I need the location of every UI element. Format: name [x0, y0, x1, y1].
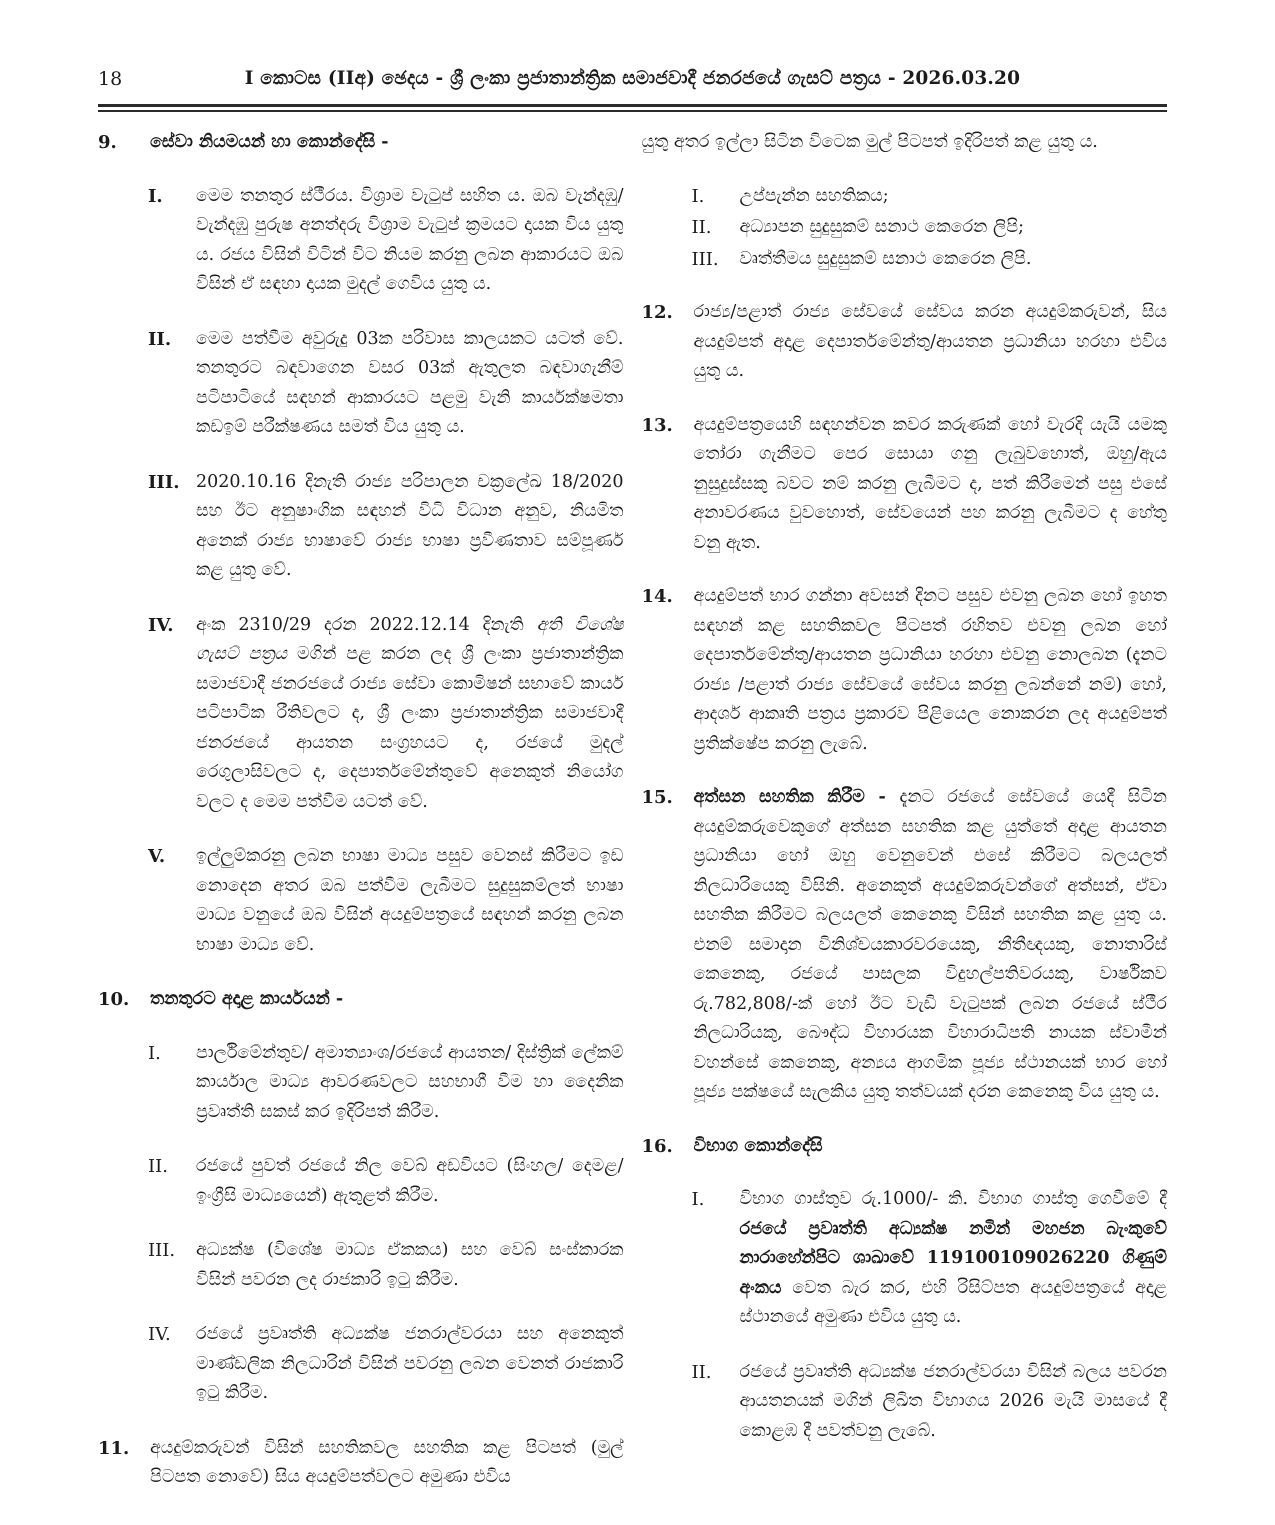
item-10-sub-2-label: II.: [148, 1156, 168, 1177]
item-9-sub-4: [98, 611, 624, 818]
left-column: [98, 128, 624, 1517]
item-9-sub-5-text: ඉල්ලුම්කරනු ලබන භාෂා මාධ්‍ය පසුව වෙනස් කිරීමට ඉඩ නොදෙන අතර ඔබ පත්වීම ලැබීමට සුදුසුකම්ලත් භාෂා මාධ්‍ය වනුයේ ඔබ විසින් අයදුම්පත්‍රයේ සඳහන් කරනු ලබන භාෂා මාධ්‍ය වේ.: [196, 846, 624, 955]
item-16-sub-2-text: රජයේ ප්‍රවෘත්ති අධ්‍යක්ෂ ජනරාල්වරයා විසින් බලය පවරන ආයතනයක් මගින් ලිඛිත විභාගය 2026 මැයි මාසයේ දී කොළඹ දී පවත්වනු ලැබේ.: [739, 1361, 1167, 1441]
item-16-sub-2: [642, 1358, 1168, 1447]
documents-list-item-3-label: III.: [691, 248, 719, 270]
item-9-sub-1-label: I.: [148, 185, 163, 207]
item-16-number: 16.: [641, 1135, 673, 1157]
item-11-row: [98, 1434, 624, 1493]
item-9-sub-4-text-after: මගින් පළ කරන ලද ශ්‍රී ලංකා ප්‍රජාතාන්ත්‍රික සමාජවාදී ජනරජයේ රාජ්‍ය සේවා කොමිෂන් සභාවේ කාර්ය පටිපාටික රීතිවලට ද, ශ්‍රී ලංකා ප්‍රජාතාන්ත්‍රික සමාජවාදී ජනරජයේ ආයතන සංග්‍රහයට ද, රජයේ මුදල් රෙගුලාසිවලට ද, දෙපාර්තමේන්තුවේ අනෙකුත් නියෝග වලට ද මෙම පත්වීම යටත් වේ.: [196, 644, 624, 812]
documents-list-item-2-text: අධ්‍යාපන සුදුසුකම් සනාථ කෙරෙන ලිපි;: [739, 217, 1025, 237]
item-15-heading-bold: අත්සන සහතික කිරීම -: [693, 787, 900, 807]
item-16-sub-1-text-bold: රජයේ ප්‍රවෘත්ති අධ්‍යක්ෂ නමින් මහජන බැංකුවේ නාරාහේන්පිට ශාඛාවේ 119100109026220 ගිණුම් අංකය: [739, 1218, 1167, 1298]
item-10-sub-4-text: රජයේ ප්‍රවෘත්ති අධ්‍යක්ෂ ජනරාල්වරයා සහ අනෙකුත් මාණ්ඩලික නිලධාරින් විසින් පවරනු ලබන වෙනත් රාජකාරි ඉටු කිරීම.: [196, 1324, 624, 1403]
item-15-paragraph: [694, 783, 1168, 1108]
item-13-text: අයදුම්පත්‍රයෙහි සඳහන්වන කවර කරුණක් හෝ වැරදි යැයි යමකු තෝරා ගැනීමට පෙර සොයා ගනු ලැබුවහොත්, ඔහු/ඇය නුසුදුස්සකු බවට නම් කරනු ලැබීමට ද, පත් කිරීමෙන් පසු එසේ අනාවරණය වුවහොත්, සේවයෙන් පහ කරනු ලැබීමට ද හේතු වනු ඇත.: [693, 414, 1167, 553]
item-10-sub-3: [98, 1236, 624, 1295]
documents-list-item-1-label: I.: [691, 185, 705, 207]
item-11-continuation-text: යුතු අතර ඉල්ලා සිටින විටෙක මුල් පිටපත් ඉදිරිපත් කළ යුතු ය.: [641, 132, 1098, 152]
documents-list-item-1-text: උප්පැන්න සහතිකය;: [739, 185, 889, 206]
documents-list-item-1: [642, 182, 1168, 212]
item-15-row: [642, 783, 1168, 1108]
page-header: [98, 68, 1167, 96]
documents-list-item-2: [642, 213, 1168, 243]
item-9-sub-3: [98, 468, 624, 586]
item-10-sub-1-label: I.: [148, 1042, 161, 1064]
item-16-heading: විභාග කොන්දේසි: [693, 1135, 823, 1156]
item-14-number: 14.: [641, 586, 673, 607]
item-10-sub-3-label: III.: [148, 1240, 176, 1261]
item-9-sub-4-text: [196, 611, 624, 818]
item-9-heading-row: [98, 128, 624, 158]
item-9-sub-2: [98, 325, 624, 443]
item-9-sub-2-label: II.: [148, 328, 172, 350]
documents-list-item-2-label: II.: [691, 217, 712, 238]
item-16-sub-2-label: II.: [691, 1361, 712, 1383]
item-12-number: 12.: [641, 302, 673, 323]
item-9-sub-4-text-before: අංක 2310/29 දරන 2022.12.14 දිනැති: [196, 614, 537, 635]
item-9-sub-3-label: III.: [148, 471, 180, 493]
item-10-sub-1-text: පාර්ලිමේන්තුව/ අමාත්‍යාංශ/රජයේ ආයතන/ දිස්ත්‍රික් ලේකම් කාර්යාල මාධ්‍ය ආවරණවලට සහභාගී වීම හා දෛනික ප්‍රවෘත්ති සකස් කර ඉදිරිපත් කිරීම.: [196, 1042, 624, 1122]
item-9-number: 9.: [98, 132, 117, 153]
item-16-sub-1-label: I.: [691, 1189, 705, 1210]
gazette-header-title: I කොටස (IIඅ) ඡෙදය - ශ්‍රී ලංකා ප්‍රජාතාන්ත්‍රික සමාජවාදී ජනරජයේ ගැසට් පත්‍රය - 2026.03.20: [244, 68, 1021, 89]
item-10-sub-2-text: රජයේ පුවත් රජයේ නිල වෙබ් අඩවියට (සිංහල/ දෙමළ/ඉංග්‍රීසි මාධ්‍යයෙන්) ඇතුළත් කිරීම.: [196, 1156, 624, 1206]
documents-list-item-3-text: වෘත්තීමය සුදුසුකම් සනාථ කෙරෙන ලිපි.: [739, 248, 1032, 269]
item-13-row: [642, 411, 1168, 559]
item-12-row: [642, 298, 1168, 387]
item-16-sub-1-text-after: වෙත බැර කර, එහි රිසිට්පත අයදුම්පත්‍රයේ අදාළ ස්ථානයේ අමුණා එවිය යුතු ය.: [739, 1277, 1167, 1327]
item-10-sub-2: [98, 1152, 624, 1211]
item-13-number: 13.: [641, 414, 673, 436]
item-9-heading: සේවා නියමයන් හා කොන්දේසි -: [150, 132, 389, 152]
item-16-heading-row: [642, 1132, 1168, 1162]
item-9-sub-1-text: මෙම තනතුර ස්ථීරය. විශ්‍රාම වැටුප් සහිත ය. ඔබ වැන්දඹු/වැන්දඹු පුරුෂ අනත්දරු විශ්‍රාම වැටුප් ක්‍රමයට දායක විය යුතු ය. රජය විසින් විටින් විට නියම කරනු ලබන ආකාරයට ඔබ විසින් ඒ සඳහා දායක මුදල් ගෙවිය යුතු ය.: [196, 185, 624, 294]
item-9-sub-1: [98, 182, 624, 300]
item-10-sub-4: [98, 1320, 624, 1409]
item-10-heading: තනතුරට අදාළ කාර්යයන් -: [150, 989, 344, 1009]
item-10-sub-3-text: අධ්‍යක්ෂ (විශේෂ මාධ්‍ය ඒකකය) සහ වෙබ් සංස්කාරක විසින් පවරන ලද රාජකාරි ඉටු කිරීම.: [196, 1240, 624, 1290]
item-16-sub-1: [642, 1185, 1168, 1333]
item-14-row: [642, 582, 1168, 759]
item-10-sub-4-label: IV.: [148, 1324, 171, 1345]
header-double-rule: [98, 104, 1167, 112]
two-column-body: [98, 128, 1167, 1517]
documents-list-item-3: [642, 245, 1168, 275]
item-11-continuation-row: [642, 128, 1168, 158]
item-12-text: රාජ්‍ය/පළාත් රාජ්‍ය සේවයේ සේවය කරන අයදුම්කරුවන්, සිය අයදුම්පත් අදාළ දෙපාර්තමේන්තු/ආයතන ප්‍රධානියා හරහා එවිය යුතු ය.: [693, 302, 1167, 381]
item-9-sub-3-text: 2020.10.16 දිනැති රාජ්‍ය පරිපාලන චක්‍රලේඛ 18/2020 සහ ඊට අනුෂාංගික සඳහන් විධි විධාන අනුව, නියමිත අනෙක් රාජ්‍ය භාෂාවේ රාජ්‍ය භාෂා ප්‍රවීණතාව සම්පූර්ණ කළ යුතු වේ.: [196, 471, 624, 580]
item-14-text: අයදුම්පත් භාර ගන්නා අවසන් දිනට පසුව එවනු ලබන හෝ ඉහත සඳහන් කළ සහතිකවල පිටපත් රහිතව එවනු ලබන හෝ දෙපාර්තමේන්තු/ආයතන ප්‍රධානියා හරහා එවනු නොලබන (දැනට රාජ්‍ය /පළාත් රාජ්‍ය සේවයේ සේවය කරනු ලබන්නේ නම්) හෝ, ආදර්ශ ආකෘති පත්‍රය ප්‍රකාරව පිළියෙල නොකරන ලද අයදුම්පත් ප්‍රතික්ෂේප කරනු ලැබේ.: [693, 586, 1167, 754]
item-15-text: දැනට රජයේ සේවයේ යෙදී සිටින අයදුම්කරුවෙකුගේ අත්සන සහතික කළ යුත්තේ අදාළ ආයතන ප්‍රධානියා හෝ ඔහු වෙනුවෙන් එසේ කිරීමට බලයලත් නිලධාරියෙකු විසිනි. අනෙකුත් අයදුම්කරුවන්ගේ අත්සන්, ඒවා සහතික කිරීමට බලයලත් කෙනෙකු විසින් සහතික කළ යුතු ය. එනම් සමාදාන විනිශ්චයකාරවරයෙකු, නීතීඥයකු, නොතාරිස් කෙනෙකු, රජයේ පාසලක විදුහල්පතිවරයකු, වාර්ෂිකව රු.782,808/-ක් හෝ ඊට වැඩි වැටුපක් ලබන රජයේ ස්ථීර නිලධාරියකු, බෞද්ධ විහාරයක විහාරාධිපති නායක ස්වාමීන් වහන්සේ කෙනෙකු, අන්‍යය ආගමික පූජ්‍ය ස්ථානයක් භාර හෝ පූජ්‍ය පක්ෂයේ සැලකිය යුතු තත්වයක් දරන කෙනෙකු විය යුතු ය.: [693, 787, 1167, 1102]
item-11-text: අයදුම්කරුවන් විසින් සහතිකවල සහතික කළ පිටපත් (මුල් පිටපත නොවේ) සිය අයදුම්පත්වලට අමුණා එවිය: [150, 1437, 624, 1487]
item-16-sub-1-text: [740, 1185, 1168, 1333]
item-10-sub-1: [98, 1039, 624, 1128]
item-16-sub-1-text-before: විභාග ගාස්තුව රු.1000/- කි. විභාග ගාස්තු ගෙවීමේ දී: [739, 1189, 1167, 1209]
item-9-sub-5-label: V.: [148, 846, 166, 867]
right-column: [642, 128, 1168, 1517]
item-9-sub-5: [98, 842, 624, 960]
item-9-sub-4-text-italic: අති විශේෂ ගැසට් පත්‍රය: [196, 614, 624, 664]
item-11-number: 11.: [98, 1437, 130, 1459]
item-10-heading-row: [98, 985, 624, 1015]
item-9-sub-4-label: IV.: [148, 614, 174, 636]
item-9-sub-2-text: මෙම පත්වීම අවුරුදු 03ක පරිවාස කාලයකට යටත් වේ. තනතුරට බඳවාගෙන වසර 03ක් ඇතුලත බඳවාගැනීම් පටිපාටියේ සඳහන් ආකාරයට පළමු වැනි කාර්යක්ෂමතා කඩඉම් පරීක්ෂණය සමත් විය යුතු ය.: [196, 328, 624, 437]
page-number: 18: [98, 68, 123, 90]
documents-list: [642, 182, 1168, 275]
item-15-number: 15.: [641, 787, 673, 808]
item-10-number: 10.: [98, 989, 130, 1010]
